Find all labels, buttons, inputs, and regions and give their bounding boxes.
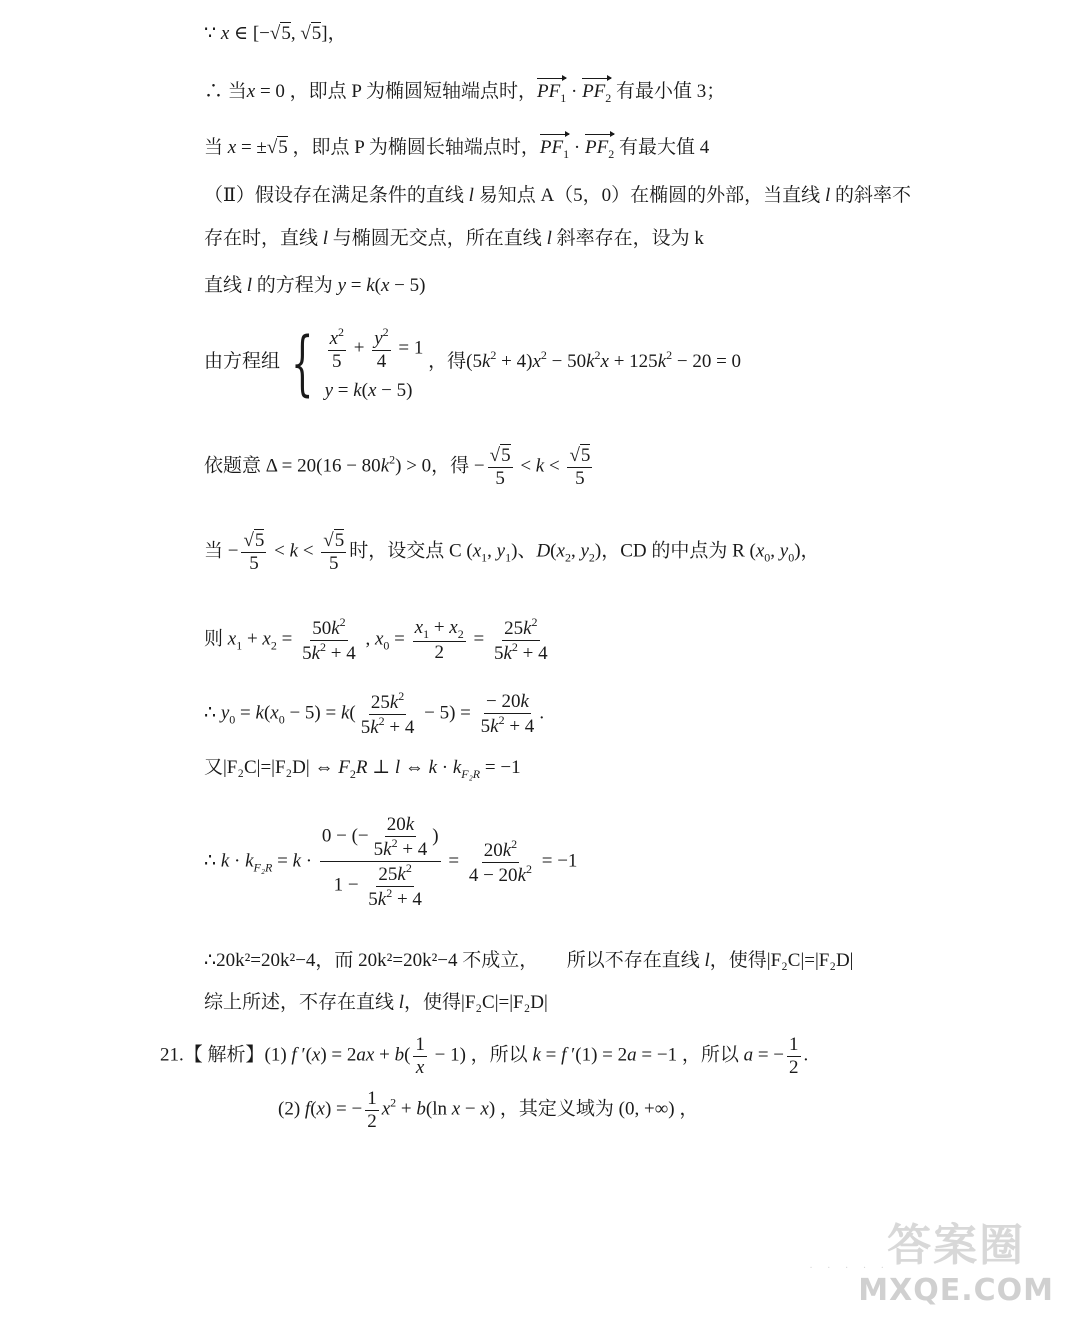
text: − 5)	[389, 275, 426, 296]
text: （Ⅱ）假设存在满足条件的直线	[204, 185, 469, 206]
line-max-value	[204, 138, 709, 160]
vector-pf1: $PF_1$	[537, 81, 567, 105]
line-equation-system	[204, 321, 742, 404]
compound-fraction: 0 − (− $\frac{20k}{5k^2 + 4}$ ) 1 − $\frac{25k^2}{5k^2 + 4}$	[321, 814, 439, 910]
line-x-range	[204, 24, 347, 43]
text: 当	[204, 137, 228, 158]
line-slope-product: ∴ $k \cdot k_{F_2R} = k$ · 0 − (− $\frac{20k}{5k^2 + 4}$ ) 1 − $\frac{25k^2}{5k^2 + 4}$ = $\frac{20k^2}{4 - 20k^2}$ = −1	[204, 814, 578, 910]
exponent: 2	[389, 452, 396, 467]
math-var: y	[337, 275, 346, 296]
line-problem-21-part-2: (2) f(x) = − $\frac{1}{2}$ $x^2 + b(\ln$ x − x) ，其定义域为 (0, +∞) ，	[278, 1088, 699, 1132]
system-row-1: $\frac{x^2}{5}$ + $\frac{y^2}{4}$ = 1	[329, 325, 424, 372]
line-conclusion: 综上所述，不存在直线 l，使得|F₂C|=|F₂D|	[204, 992, 548, 1013]
text: 的方程为	[252, 275, 338, 296]
watermark-en-text: MXQE.COM	[858, 1273, 1054, 1308]
text: = 0 ，即点 P 为椭圆短轴端点时，	[255, 81, 538, 102]
text: (	[374, 275, 381, 296]
line-part-ii-intro	[204, 186, 911, 205]
text: ·	[566, 81, 583, 102]
text: 与椭圆无交点，所在直线	[328, 228, 547, 249]
fraction: $\frac{1}{2}$	[367, 1088, 377, 1132]
text: ·	[569, 137, 585, 158]
fraction: $\frac{x^2}{5}$	[329, 325, 344, 372]
fraction: $\frac{1}{x}$	[415, 1034, 425, 1078]
radicand: 5	[281, 23, 291, 44]
text: 当 −	[204, 540, 239, 562]
text: ∈ [−	[229, 23, 270, 44]
text: ) > 0，得 −	[395, 455, 485, 477]
fraction: $\frac{√5}{5}$	[569, 445, 591, 489]
system-rows	[325, 326, 424, 400]
sqrt-symbol: √	[266, 137, 278, 158]
text: 存在时，直线	[204, 228, 323, 249]
radicand: 5	[278, 137, 288, 158]
math-var: k	[366, 275, 375, 296]
math-var: x	[220, 23, 230, 44]
vector-pf1: $PF_1$	[539, 137, 570, 161]
sqrt-symbol: √	[300, 23, 311, 44]
math-var: x	[227, 137, 237, 158]
line-midpoint-y: ∴ $y_0 = k(x_0 - 5) = k$( $\frac{25k^2}{5k^2 + 4}$ − 5) = $\frac{- 20k}{5k^2 + 4}$ .	[204, 689, 545, 738]
fraction: $\frac{1}{2}$	[789, 1034, 799, 1078]
math-var: l	[824, 185, 831, 206]
text: 有最小值 3；	[611, 81, 726, 102]
math-var: k	[380, 455, 390, 477]
text: 由方程组	[204, 351, 281, 373]
math-var: l	[468, 185, 474, 206]
math-var: l	[322, 228, 329, 249]
text: 有最大值 4	[614, 137, 710, 158]
system-row-2: y = k(x − 5)	[324, 379, 413, 401]
text: 依题意 Δ = 20(16 − 80	[204, 455, 381, 477]
line-vieta-midpoint-x: 则 $x_1 + x_2$ = $\frac{50k^2}{5k^2 + 4}$ , $x_0$ = $\frac{x_1 + x_2}{2}$ = $\frac{25k^2}{5k^2 + 4}$	[204, 615, 548, 664]
line-min-value	[204, 82, 725, 104]
text: = ±	[236, 137, 267, 158]
fraction: $\frac{- 20k}{5k^2 + 4}$	[480, 691, 535, 737]
left-brace: {	[291, 321, 314, 404]
line-discriminant: 依题意 $\Delta = 20(16 - 80k^2) > 0$，得 − $\frac{√5}{5}$ < k < $\frac{√5}{5}$	[204, 445, 591, 489]
text: ，即点 P 为椭圆长轴端点时，	[287, 137, 540, 158]
watermark-cn-text: 答案圈	[887, 1220, 1026, 1271]
line-contradiction: ∴20k²=20k²−4，而 20k²=20k²−4 不成立， 所以不存在直线 l，使得|F₂C|=|F₂D|	[204, 950, 854, 971]
fraction: $\frac{20k^2}{4 - 20k^2}$	[468, 836, 532, 886]
math-var: l	[546, 228, 552, 249]
fraction: $\frac{y^2}{4}$	[374, 325, 389, 372]
fraction: $\frac{√5}{5}$	[323, 530, 345, 574]
sqrt-symbol: √	[269, 23, 281, 44]
line-equation-of-l	[204, 276, 425, 295]
line-perpendicular-condition: 又|F₂C|=|F₂D| ⇔ $F_2R$ ⊥ l ⇔ $k \cdot k_{F_2R} = -1$	[204, 757, 521, 781]
text: ∴ 当	[204, 81, 247, 102]
math-var: x	[246, 81, 256, 102]
fraction: $\frac{25k^2}{5k^2 + 4}$	[493, 615, 548, 664]
text: 斜率存在，设为 k	[551, 228, 704, 249]
fraction: $\frac{√5}{5}$	[243, 530, 265, 574]
fraction: $\frac{25k^2}{5k^2 + 4}$	[360, 689, 415, 738]
text: ,	[290, 23, 301, 44]
watermark-logo	[858, 1209, 1054, 1308]
watermark-dots: · · · · ·	[809, 1263, 890, 1274]
text: ∵	[204, 23, 221, 44]
radicand: 5	[311, 23, 322, 44]
fraction: $\frac{√5}{5}$	[489, 445, 511, 489]
text: ]，	[321, 23, 347, 44]
fraction: $\frac{50k^2}{5k^2 + 4}$	[302, 615, 356, 664]
text: =	[346, 275, 367, 296]
line-problem-21-part-1: 21.【 解析】(1) f ′(x) = 2ax + b( $\frac{1}{x}$ − 1) ，所以 k = f ′(1) = 2a = −1 ，所以 a = − $\frac{1}{2}$ .	[160, 1034, 809, 1078]
text: 易知点 A（5，0）在椭圆的外部，当直线	[473, 185, 825, 206]
vector-pf2: $PF_2$	[582, 81, 612, 105]
fraction: $\frac{x_1 + x_2}{2}$	[414, 616, 464, 664]
math-var: l	[246, 275, 253, 296]
vector-pf2: $PF_2$	[584, 137, 615, 161]
math-var: x	[380, 275, 390, 296]
line-intersection-points: 当 − $\frac{√5}{5}$ < k < $\frac{√5}{5}$ 时，设交点 C ($x_1$, $y_1$)、$D(x_2$, $y_2$)，CD 的中点为 R ($x_0$, $y_0$)，	[204, 530, 820, 574]
quadratic-result: ，得$(5k^2 + 4)x^2 - 50k^2x + 125k^2 - 20 = 0$	[423, 348, 742, 373]
text: 直线	[204, 275, 247, 296]
text: 的斜率不	[830, 185, 911, 206]
line-slope-exists	[204, 229, 704, 248]
